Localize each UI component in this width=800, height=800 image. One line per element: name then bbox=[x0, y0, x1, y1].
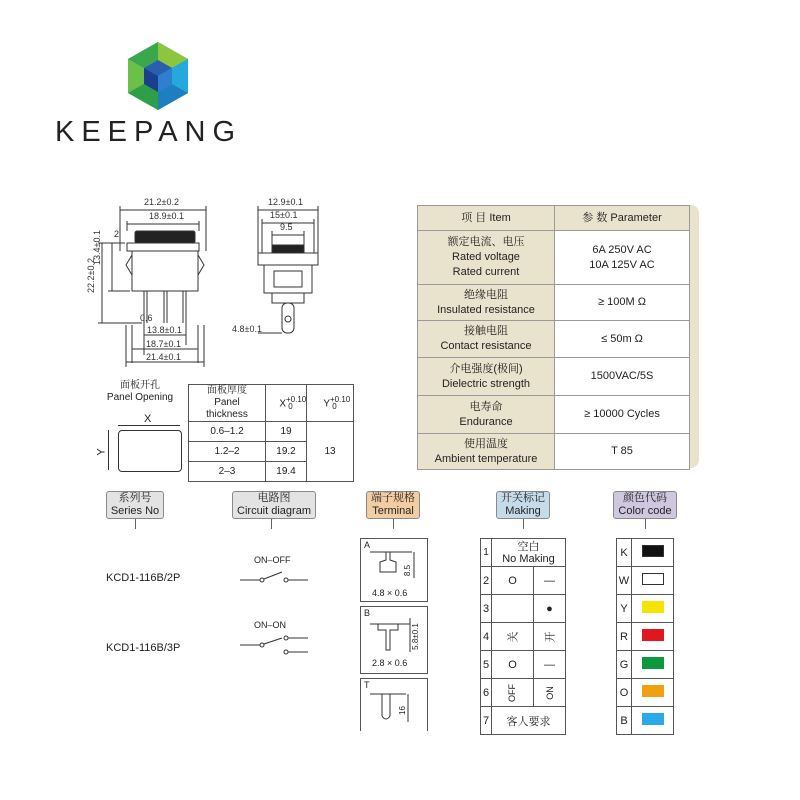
switch-side-drawing bbox=[228, 195, 328, 345]
dim-terminal-width: 4.8±0.1 bbox=[232, 324, 262, 334]
swatch-green bbox=[642, 657, 664, 669]
switch-front-drawing bbox=[80, 195, 230, 370]
panel-opening-zh: 面板开孔 bbox=[120, 380, 160, 391]
terminal-a-shape bbox=[366, 548, 422, 584]
terminal-a-width: 4.8 × 0.6 bbox=[372, 588, 408, 598]
circuit-on-on-symbol bbox=[238, 630, 310, 660]
dim-frame-width: 21.4±0.1 bbox=[146, 352, 181, 362]
making-header: 开关标记 Making bbox=[496, 491, 550, 519]
terminal-t-shape bbox=[366, 688, 422, 728]
dim-side-body: 15±0.1 bbox=[270, 210, 298, 220]
making-table: 1 空白 No Making 2 O — 3 ● 4 关 开 5 O — 6 OFF ON 7 客人要求 bbox=[480, 538, 566, 735]
dim-side-rocker: 9.5 bbox=[280, 222, 293, 232]
circuit-on-off-label: ON–OFF bbox=[254, 555, 291, 565]
dim-2: 2 bbox=[114, 229, 120, 239]
panel-x-dim-line bbox=[118, 425, 180, 426]
terminal-b-height: 5.8±0.1 bbox=[410, 623, 420, 650]
circuit-on-off-symbol bbox=[238, 568, 310, 586]
color-code-table: K W Y R G O B bbox=[616, 538, 674, 735]
swatch-red bbox=[642, 629, 664, 641]
panel-opening-rect bbox=[118, 430, 182, 472]
circuit-header: 电路图 Circuit diagram bbox=[232, 491, 316, 519]
terminal-header: 端子规格 Terminal bbox=[366, 491, 420, 519]
swatch-black bbox=[642, 545, 664, 557]
terminal-b-letter: B bbox=[364, 608, 371, 618]
series-model-1: KCD1-116B/2P bbox=[106, 572, 181, 584]
terminal-t-height: 16 bbox=[397, 706, 407, 715]
swatch-orange bbox=[642, 685, 664, 697]
terminal-b-width: 2.8 × 0.6 bbox=[372, 658, 408, 668]
table-row: 2–3 bbox=[189, 462, 266, 482]
panel-thickness-table: 面板厚度 Panel thickness $X^{+0.10}_0$ $Y^{+0.10}_0$ 0.6–1.2 19 13 1.2–2 19.2 2–3 19.4 bbox=[188, 384, 354, 482]
swatch-white bbox=[642, 573, 664, 585]
series-model-2: KCD1-116B/3P bbox=[106, 642, 181, 654]
table-row: 0.6–1.2 bbox=[189, 422, 266, 442]
panel-y-label: Y bbox=[95, 448, 108, 456]
swatch-yellow bbox=[642, 601, 664, 613]
dim-pin-span: 13.8±0.1 bbox=[147, 325, 182, 335]
brand-name: KEEPANG bbox=[55, 116, 243, 148]
series-header: 系列号 Series No bbox=[106, 491, 164, 519]
spec-table: 项 目 Item 参 数 Parameter 额定电流、电压 Rated voltage Rated current 6A 250V AC 10A 125V AC 绝缘电阻 Insulated resistance ≥ 100M Ω 接触电阻 Contact resistance ≤ 50m Ω 介电强度(极间) Dielectric strength 1500VAC/5S 电寿命 Endurance ≥ 10000 Cycles 使用温度 Ambient temperature T 85 bbox=[417, 205, 690, 470]
panel-x-label: X bbox=[144, 413, 152, 425]
dim-rocker-width: 18.9±0.1 bbox=[149, 211, 184, 221]
panel-y-dim-line bbox=[108, 430, 109, 470]
dim-base-width: 18.7±0.1 bbox=[146, 339, 181, 349]
terminal-a-height: 8.5 bbox=[403, 564, 413, 577]
terminal-a-letter: A bbox=[364, 540, 371, 550]
table-row: 1.2–2 bbox=[189, 442, 266, 462]
color-header: 颜色代码 Color code bbox=[613, 491, 676, 519]
dim-side-width: 12.9±0.1 bbox=[268, 197, 303, 207]
terminal-t-letter: T bbox=[364, 680, 370, 690]
dim-body-height: 13.4±0.1 bbox=[92, 230, 102, 265]
dim-pin-thickness: 0.6 bbox=[140, 313, 153, 323]
brand-logo-icon bbox=[122, 40, 194, 112]
panel-opening-en: Panel Opening bbox=[106, 392, 174, 403]
circuit-on-on-label: ON–ON bbox=[254, 620, 287, 630]
dim-overall-width: 21.2±0.2 bbox=[144, 197, 179, 207]
dim-total-height: 22.2±0.2 bbox=[86, 258, 96, 293]
swatch-blue bbox=[642, 713, 664, 725]
